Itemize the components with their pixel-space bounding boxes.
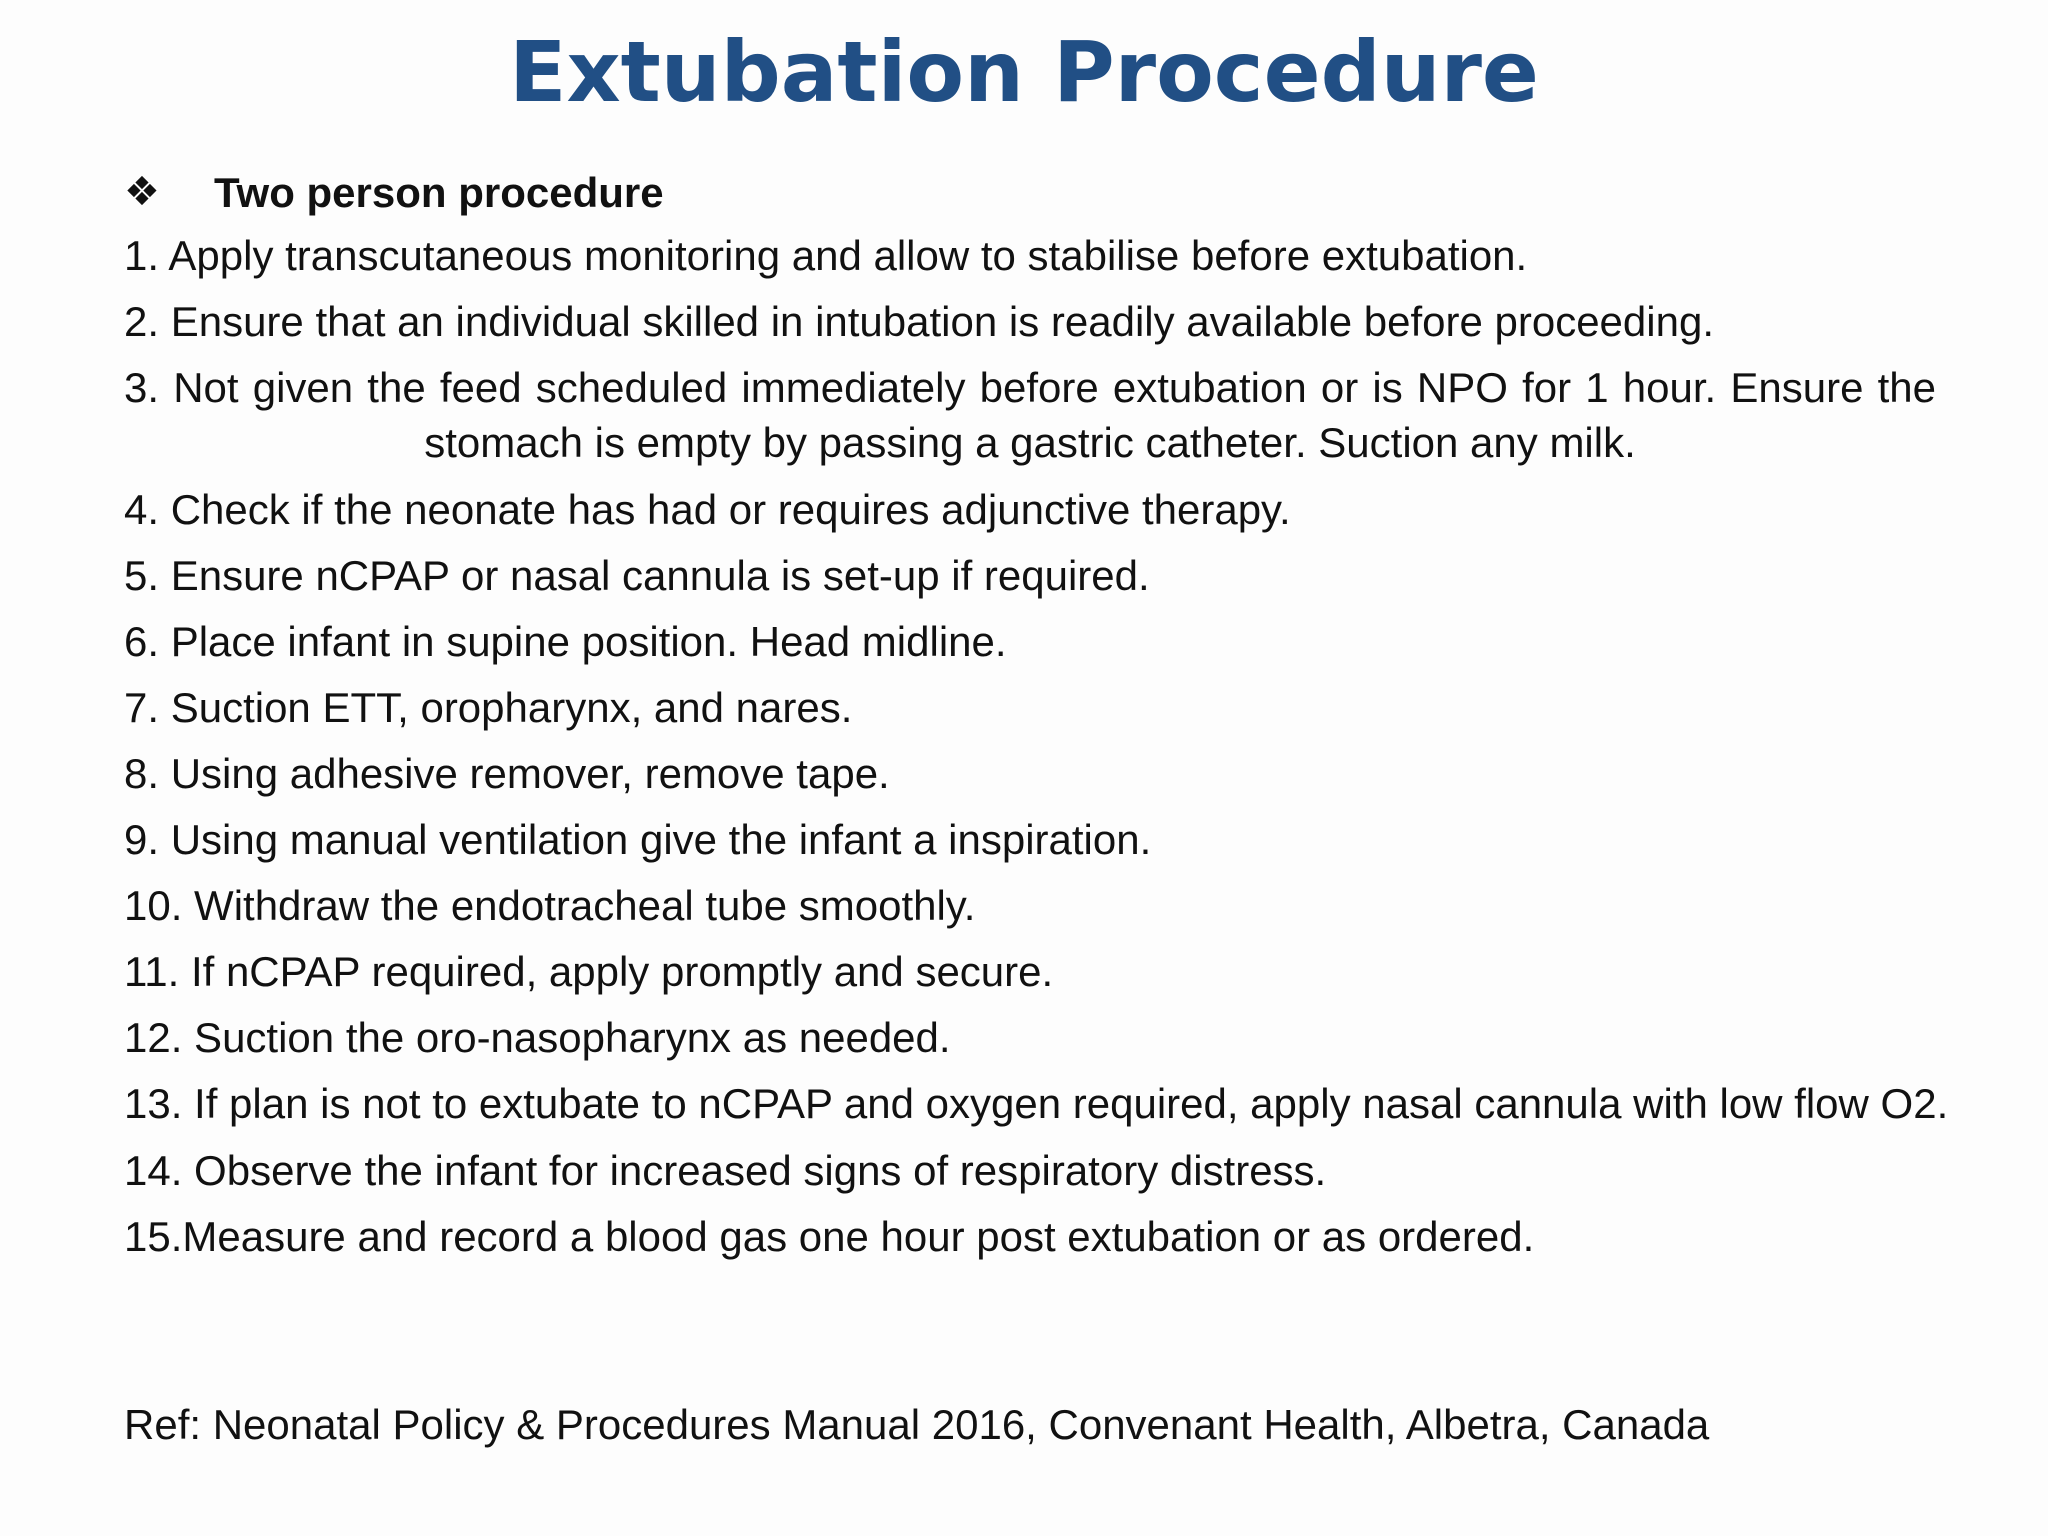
- procedure-step: 6. Place infant in supine position. Head midline.: [124, 618, 1007, 665]
- procedure-step: 11. If nCPAP required, apply promptly and secure.: [124, 948, 1054, 995]
- procedure-step: 1. Apply transcutaneous monitoring and allow to stabilise before extubation.: [124, 232, 1528, 279]
- reference-note: Ref: Neonatal Policy & Procedures Manual 2016, Convenant Health, Albetra, Canada: [124, 1401, 1710, 1448]
- procedure-step: 3. Not given the feed scheduled immediately before extubation or is NPO for 1 hour. Ensure the stomach is empty by passing a gastric catheter. Suction any milk.: [124, 364, 1936, 466]
- diamond-four-icon: ❖: [124, 168, 160, 215]
- procedure-step: 13. If plan is not to extubate to nCPAP and oxygen required, apply nasal cannula with low flow O2.: [124, 1080, 1949, 1127]
- key-point-text: Two person procedure: [214, 168, 664, 216]
- procedure-step: 7. Suction ETT, oropharynx, and nares.: [124, 684, 853, 731]
- procedure-step: 12. Suction the oro-nasopharynx as needed.: [124, 1014, 951, 1061]
- procedure-step: 2. Ensure that an individual skilled in intubation is readily available before proceeding.: [124, 298, 1714, 345]
- procedure-step: 8. Using adhesive remover, remove tape.: [124, 750, 890, 797]
- procedure-steps: [124, 228, 1949, 1264]
- procedure-step: 5. Ensure nCPAP or nasal cannula is set-up if required.: [124, 552, 1150, 599]
- procedure-step: 14. Observe the infant for increased signs of respiratory distress.: [124, 1147, 1327, 1194]
- procedure-content: [124, 162, 1949, 1275]
- procedure-step: 9. Using manual ventilation give the infant a inspiration.: [124, 816, 1152, 863]
- slide-title: Extubation Procedure: [509, 23, 1539, 121]
- procedure-step: 15.Measure and record a blood gas one hour post extubation or as ordered.: [124, 1213, 1535, 1260]
- key-point: [124, 162, 1944, 222]
- procedure-step: 4. Check if the neonate has had or requires adjunctive therapy.: [124, 486, 1291, 533]
- procedure-step: 10. Withdraw the endotracheal tube smoothly.: [124, 882, 976, 929]
